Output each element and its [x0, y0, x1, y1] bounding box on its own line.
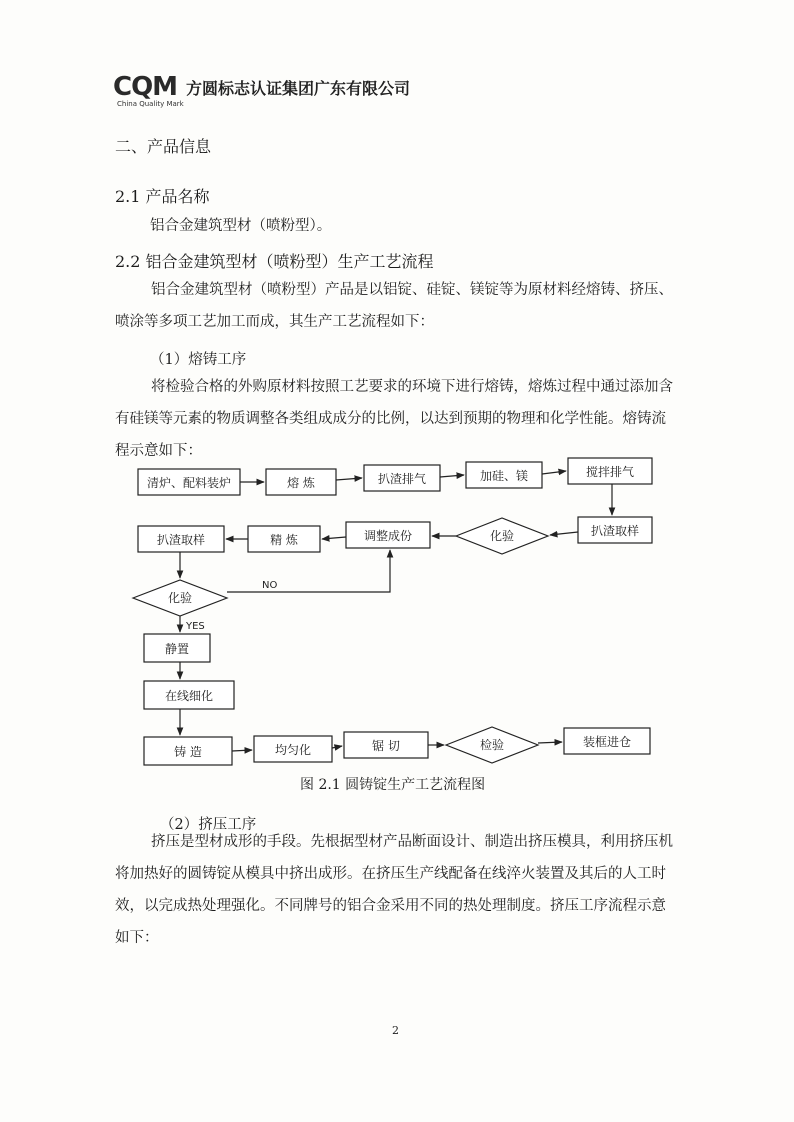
label-refining: 精 炼	[270, 533, 298, 547]
label-sawing: 锯 切	[372, 739, 400, 753]
step2-title: （2）挤压工序	[160, 817, 257, 833]
label-charge-furnace: 清炉、配料装炉	[146, 476, 232, 490]
label-adjust-composition: 调整成份	[363, 529, 413, 543]
step1-title: （1）熔铸工序	[150, 352, 247, 368]
heading-2-1: 2.1 产品名称	[115, 187, 210, 206]
label-slag-sample-1: 扒渣取样	[590, 524, 640, 538]
label-smelting: 熔 炼	[287, 476, 315, 490]
label-inspection: 检验	[479, 738, 505, 752]
label-standing: 静置	[164, 642, 190, 656]
label-slag-sample-2: 扒渣取样	[156, 533, 206, 547]
logo-subtitle: China Quality Mark	[117, 100, 184, 108]
product-name: 铝合金建筑型材（喷粉型）。	[150, 218, 332, 234]
figure-caption: 图 2.1 圆铸锭生产工艺流程图	[300, 777, 486, 793]
process-intro: 铝合金建筑型材（喷粉型）产品是以铝锭、硅锭、镁锭等为原材料经熔铸、挤压、喷涂等多项工艺加工而成，其生产工艺流程如下：	[115, 282, 673, 330]
page-number: 2	[392, 1024, 399, 1037]
company-name: 方圆标志认证集团广东有限公司	[186, 79, 411, 98]
section-title: 二、产品信息	[115, 137, 212, 156]
label-add-si-mg: 加硅、镁	[479, 469, 529, 483]
step2-text: 挤压是型材成形的手段。先根据型材产品断面设计、制造出挤压模具，利用挤压机将加热好的圆铸锭从模具中挤出成形。在挤压生产线配备在线淬火装置及其后的人工时效，以完成热处理强化。不同牌号的铝合金采用不同的热处理制度。挤压工序流程示意如下：	[115, 834, 673, 946]
logo-mark: CQM	[113, 72, 178, 102]
step1-text: 将检验合格的外购原材料按照工艺要求的环境下进行熔铸，熔炼过程中通过添加含有硅镁等元素的物质调整各类组成成分的比例，以达到预期的物理和化学性能。熔铸流程示意如下：	[115, 379, 673, 459]
heading-2-2: 2.2 铝合金建筑型材（喷粉型）生产工艺流程	[115, 252, 434, 271]
label-test-1: 化验	[489, 529, 515, 543]
label-no: NO	[262, 580, 278, 591]
label-yes: YES	[186, 621, 205, 632]
label-stir-degas: 搅拌排气	[585, 465, 635, 479]
label-slag-degas-1: 扒渣排气	[377, 472, 427, 486]
label-casting: 铸 造	[174, 745, 202, 759]
label-online-refining: 在线细化	[164, 689, 214, 703]
label-test-2: 化验	[167, 591, 193, 605]
label-storage: 装框进仓	[582, 735, 632, 749]
label-homogenizing: 均匀化	[274, 743, 312, 757]
